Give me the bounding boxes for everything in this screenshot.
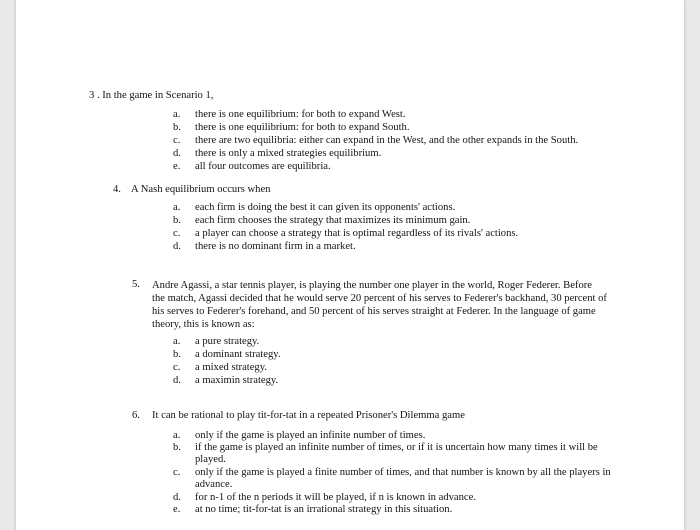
option-text: a pure strategy.: [195, 336, 260, 347]
option-letter: b.: [173, 215, 181, 226]
option-letter: a.: [173, 336, 181, 347]
option-text: for n-1 of the n periods it will be played, if n is known in advance.: [195, 492, 476, 503]
document-page: [16, 0, 684, 530]
option-text: only if the game is played a finite number of times, and that number is known by all the players in advance.: [195, 467, 611, 490]
option-letter: d.: [173, 241, 181, 252]
question-number: 5.: [132, 279, 140, 290]
option-letter: d.: [173, 375, 181, 386]
option-text: only if the game is played an infinite number of times.: [195, 430, 426, 441]
option-letter: c.: [173, 362, 181, 373]
option-text: there is only a mixed strategies equilibrium.: [195, 148, 382, 159]
option-text: a maximin strategy.: [195, 375, 279, 386]
question-5-stem: Andre Agassi, a star tennis player, is playing the number one player in the world, Roger Federer. Before the match, Agassi decided that he would serve 20 percent of his serves to Federer's backhand, 30 percent of his serves to Federer's forehand, and 50 percent of his serves straight at Federer. In the language of game theory, this is known as:: [152, 280, 607, 330]
option-text: a mixed strategy.: [195, 362, 267, 373]
question-number: 4.: [113, 184, 121, 195]
option-letter: d.: [173, 148, 181, 159]
option-letter: a.: [173, 109, 181, 120]
question-number: 3 .: [89, 90, 100, 101]
option-text: a player can choose a strategy that is optimal regardless of its rivals' actions.: [195, 228, 519, 239]
option-text: a dominant strategy.: [195, 349, 281, 360]
option-text: each firm chooses the strategy that maximizes its minimum gain.: [195, 215, 471, 226]
option-letter: b.: [173, 349, 181, 360]
option-letter: e.: [173, 161, 181, 172]
question-text: In the game in Scenario 1,: [102, 90, 214, 101]
option-text: all four outcomes are equilibria.: [195, 161, 331, 172]
option-letter: c.: [173, 467, 181, 478]
option-text: there is one equilibrium: for both to expand West.: [195, 109, 406, 120]
option-letter: a.: [173, 430, 181, 441]
option-text: at no time; tit-for-tat is an irrational strategy in this situation.: [195, 504, 453, 515]
question-6: [16, 0, 684, 530]
question-text: A Nash equilibrium occurs when: [131, 184, 271, 195]
option-text: each firm is doing the best it can given its opponents' actions.: [195, 202, 456, 213]
option-text: there is one equilibrium: for both to expand South.: [195, 122, 410, 133]
option-letter: e.: [173, 504, 181, 515]
question-text: It can be rational to play tit-for-tat in a repeated Prisoner's Dilemma game: [152, 410, 465, 421]
question-number: 6.: [132, 410, 140, 421]
option-text: if the game is played an infinite number of times, or if it is uncertain how many times it will be played.: [195, 442, 598, 465]
option-letter: d.: [173, 492, 181, 503]
option-letter: b.: [173, 442, 181, 453]
option-letter: c.: [173, 228, 181, 239]
option-text: there is no dominant firm in a market.: [195, 241, 356, 252]
option-letter: c.: [173, 135, 181, 146]
option-text: there are two equilibria: either can expand in the West, and the other expands in the South.: [195, 135, 579, 146]
option-letter: b.: [173, 122, 181, 133]
option-letter: a.: [173, 202, 181, 213]
